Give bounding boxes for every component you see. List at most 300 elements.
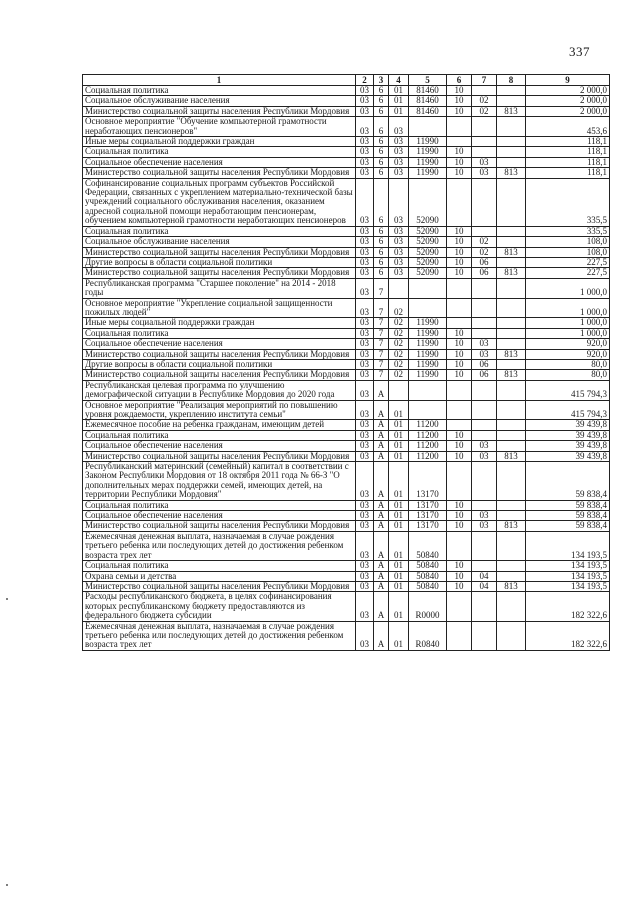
code-cell: 50840	[409, 571, 447, 581]
code-cell: 10	[447, 430, 472, 440]
code-cell	[497, 117, 526, 137]
code-cell	[497, 137, 526, 147]
table-row	[83, 430, 610, 440]
code-cell: 03	[356, 226, 374, 236]
code-cell: 11990	[409, 328, 447, 338]
code-cell: 6	[374, 237, 389, 247]
amount-cell: 134 193,5	[526, 581, 610, 591]
code-cell: 03	[356, 247, 374, 257]
amount-cell: 335,5	[526, 226, 610, 236]
code-cell: 11200	[409, 430, 447, 440]
row-name-cell: Софинансирование социальных программ субъектов Российской Федерации, связанных с укреплением материально-технической базы учреждений социального обслуживания населения, оказанием адресной социальной помощи неработающим пенсионерам, обучением компьютерной грамотности неработающих пенсионеров	[83, 178, 356, 226]
code-cell: 02	[472, 247, 497, 257]
code-cell: 03	[389, 268, 409, 278]
column-header: 1	[83, 75, 356, 86]
amount-cell: 920,0	[526, 339, 610, 349]
amount-cell: 80,0	[526, 359, 610, 369]
column-header: 4	[389, 75, 409, 86]
code-cell: 02	[389, 318, 409, 328]
code-cell: 81460	[409, 106, 447, 116]
code-cell	[447, 621, 472, 650]
code-cell: 03	[356, 521, 374, 531]
code-cell: А	[374, 592, 389, 621]
code-cell: 01	[389, 451, 409, 461]
code-cell	[447, 400, 472, 420]
table-row	[83, 571, 610, 581]
code-cell	[447, 531, 472, 560]
row-name-cell: Охрана семьи и детства	[83, 571, 356, 581]
amount-cell: 1 000,0	[526, 298, 610, 318]
code-cell	[472, 117, 497, 137]
code-cell: 03	[356, 500, 374, 510]
code-cell	[389, 278, 409, 298]
column-header: 6	[447, 75, 472, 86]
code-cell: 02	[389, 339, 409, 349]
code-cell	[447, 298, 472, 318]
table-body	[83, 86, 610, 651]
code-cell: 03	[389, 178, 409, 226]
table-row	[83, 451, 610, 461]
code-cell	[497, 178, 526, 226]
code-cell: 03	[389, 147, 409, 157]
code-cell: 03	[356, 370, 374, 380]
code-cell: 03	[389, 117, 409, 137]
code-cell	[472, 298, 497, 318]
code-cell: 52090	[409, 226, 447, 236]
row-name-cell: Министерство социальной защиты населения Республики Мордовия	[83, 106, 356, 116]
code-cell	[497, 96, 526, 106]
code-cell: 06	[472, 257, 497, 267]
amount-cell: 39 439,8	[526, 430, 610, 440]
code-cell: 03	[356, 178, 374, 226]
code-cell: 11990	[409, 157, 447, 167]
code-cell: 813	[497, 268, 526, 278]
code-cell: 03	[356, 359, 374, 369]
code-cell: 03	[356, 441, 374, 451]
code-cell: 7	[374, 298, 389, 318]
code-cell: 03	[356, 257, 374, 267]
code-cell: 01	[389, 581, 409, 591]
table-row	[83, 298, 610, 318]
code-cell: 02	[389, 359, 409, 369]
table-row	[83, 96, 610, 106]
table-row	[83, 137, 610, 147]
table-row	[83, 268, 610, 278]
amount-cell: 920,0	[526, 349, 610, 359]
row-name-cell: Министерство социальной защиты населения Республики Мордовия	[83, 581, 356, 591]
code-cell: 02	[389, 370, 409, 380]
row-name-cell: Ежемесячное пособие на ребенка гражданам, имеющим детей	[83, 420, 356, 430]
code-cell: 813	[497, 349, 526, 359]
code-cell	[497, 278, 526, 298]
table-row	[83, 147, 610, 157]
table-row	[83, 380, 610, 400]
code-cell: 50840	[409, 561, 447, 571]
row-name-cell: Министерство социальной защиты населения Республики Мордовия	[83, 451, 356, 461]
column-header: 7	[472, 75, 497, 86]
code-cell: 03	[472, 168, 497, 178]
table-row	[83, 511, 610, 521]
code-cell: 03	[356, 430, 374, 440]
amount-cell: 134 193,5	[526, 531, 610, 560]
code-cell: 6	[374, 257, 389, 267]
amount-cell: 80,0	[526, 370, 610, 380]
code-cell: А	[374, 581, 389, 591]
code-cell: 52090	[409, 178, 447, 226]
code-cell: 01	[389, 592, 409, 621]
code-cell: 10	[447, 168, 472, 178]
table-row	[83, 178, 610, 226]
table-row	[83, 521, 610, 531]
code-cell	[497, 359, 526, 369]
amount-cell: 415 794,3	[526, 400, 610, 420]
row-name-cell: Социальная политика	[83, 561, 356, 571]
row-name-cell: Основное мероприятие "Обучение компьютерной грамотности неработающих пенсионеров"	[83, 117, 356, 137]
amount-cell: 227,5	[526, 257, 610, 267]
table-row	[83, 349, 610, 359]
code-cell	[472, 462, 497, 501]
amount-cell: 39 439,8	[526, 420, 610, 430]
code-cell: А	[374, 561, 389, 571]
code-cell: 52090	[409, 237, 447, 247]
code-cell: 01	[389, 511, 409, 521]
code-cell	[447, 592, 472, 621]
table-row	[83, 157, 610, 167]
table-row	[83, 500, 610, 510]
code-cell: 11200	[409, 420, 447, 430]
row-name-cell: Министерство социальной защиты населения Республики Мордовия	[83, 349, 356, 359]
code-cell: 10	[447, 359, 472, 369]
amount-cell: 118,1	[526, 168, 610, 178]
code-cell	[447, 420, 472, 430]
amount-cell: 134 193,5	[526, 561, 610, 571]
code-cell	[497, 430, 526, 440]
code-cell: 6	[374, 247, 389, 257]
code-cell	[472, 380, 497, 400]
code-cell	[497, 511, 526, 521]
code-cell	[472, 592, 497, 621]
code-cell: 6	[374, 268, 389, 278]
code-cell: 03	[356, 621, 374, 650]
code-cell	[497, 561, 526, 571]
code-cell: 06	[472, 359, 497, 369]
row-name-cell: Ежемесячная денежная выплата, назначаемая в случае рождения третьего ребенка или последующих детей до достижения ребенком возраста трех лет	[83, 531, 356, 560]
code-cell: 03	[356, 592, 374, 621]
code-cell: 01	[389, 561, 409, 571]
code-cell	[497, 441, 526, 451]
code-cell	[497, 500, 526, 510]
amount-cell: 182 322,6	[526, 621, 610, 650]
code-cell: 03	[356, 462, 374, 501]
code-cell: 6	[374, 86, 389, 96]
code-cell	[472, 400, 497, 420]
code-cell: 03	[356, 339, 374, 349]
code-cell	[497, 531, 526, 560]
code-cell: 01	[389, 86, 409, 96]
code-cell: 10	[447, 96, 472, 106]
code-cell: 7	[374, 359, 389, 369]
code-cell: 11990	[409, 318, 447, 328]
code-cell: 81460	[409, 86, 447, 96]
code-cell: 81460	[409, 96, 447, 106]
code-cell: 03	[356, 451, 374, 461]
row-name-cell: Министерство социальной защиты населения Республики Мордовия	[83, 268, 356, 278]
amount-cell: 59 838,4	[526, 521, 610, 531]
table-row	[83, 420, 610, 430]
code-cell	[497, 237, 526, 247]
code-cell: А	[374, 531, 389, 560]
amount-cell: 118,1	[526, 157, 610, 167]
code-cell: 03	[356, 561, 374, 571]
code-cell: 03	[389, 247, 409, 257]
row-name-cell: Расходы республиканского бюджета, в целях софинансирования которых республиканскому бюджету предоставляются из федерального бюджета субсидии	[83, 592, 356, 621]
code-cell: 02	[472, 106, 497, 116]
code-cell: 10	[447, 500, 472, 510]
code-cell: 11200	[409, 451, 447, 461]
code-cell: 10	[447, 86, 472, 96]
amount-cell: 1 000,0	[526, 318, 610, 328]
code-cell: 813	[497, 168, 526, 178]
code-cell: 01	[389, 462, 409, 501]
amount-cell: 2 000,0	[526, 96, 610, 106]
scan-dot-mark	[6, 598, 8, 600]
row-name-cell: Республиканская целевая программа по улучшению демографической ситуации в Республике Мордовия до 2020 года	[83, 380, 356, 400]
table-row	[83, 257, 610, 267]
code-cell: А	[374, 430, 389, 440]
code-cell: 13170	[409, 462, 447, 501]
code-cell: 10	[447, 581, 472, 591]
code-cell	[497, 592, 526, 621]
code-cell: 6	[374, 226, 389, 236]
code-cell: 03	[356, 531, 374, 560]
row-name-cell: Министерство социальной защиты населения Республики Мордовия	[83, 521, 356, 531]
amount-cell: 2 000,0	[526, 106, 610, 116]
code-cell: 7	[374, 370, 389, 380]
row-name-cell: Социальное обеспечение населения	[83, 157, 356, 167]
code-cell: 11990	[409, 168, 447, 178]
code-cell: 01	[389, 400, 409, 420]
code-cell: 02	[389, 328, 409, 338]
row-name-cell: Республиканский материнский (семейный) капитал в соответствии с Законом Республики Мордовия от 18 октября 2011 года № 66-З "О дополнительных мерах поддержки семей, имеющих детей, на территории Республики Мордовия"	[83, 462, 356, 501]
code-cell: 03	[472, 339, 497, 349]
code-cell	[497, 420, 526, 430]
code-cell: 52090	[409, 268, 447, 278]
code-cell: 03	[356, 400, 374, 420]
code-cell	[447, 278, 472, 298]
code-cell: 01	[389, 96, 409, 106]
table-header-row	[83, 75, 610, 86]
code-cell	[497, 298, 526, 318]
row-name-cell: Основное мероприятие "Укрепление социальной защищенности пожилых людей"	[83, 298, 356, 318]
amount-cell: 59 838,4	[526, 511, 610, 521]
code-cell: 03	[356, 420, 374, 430]
amount-cell: 335,5	[526, 178, 610, 226]
code-cell: 11990	[409, 349, 447, 359]
code-cell	[497, 147, 526, 157]
code-cell: 03	[356, 237, 374, 247]
code-cell	[447, 137, 472, 147]
code-cell	[472, 621, 497, 650]
code-cell: 50840	[409, 531, 447, 560]
code-cell: А	[374, 441, 389, 451]
code-cell: 10	[447, 441, 472, 451]
code-cell: 03	[356, 581, 374, 591]
code-cell: 10	[447, 561, 472, 571]
code-cell: 03	[356, 349, 374, 359]
code-cell: 03	[356, 117, 374, 137]
table-row	[83, 278, 610, 298]
code-cell: 813	[497, 106, 526, 116]
code-cell: А	[374, 380, 389, 400]
amount-cell: 182 322,6	[526, 592, 610, 621]
code-cell: 04	[472, 581, 497, 591]
code-cell: 11990	[409, 339, 447, 349]
row-name-cell: Социальная политика	[83, 226, 356, 236]
code-cell: 6	[374, 137, 389, 147]
code-cell: 10	[447, 571, 472, 581]
amount-cell: 415 794,3	[526, 380, 610, 400]
code-cell: 03	[472, 441, 497, 451]
code-cell	[447, 462, 472, 501]
code-cell: 01	[389, 500, 409, 510]
row-name-cell: Основное мероприятие "Реализация мероприятий по повышению уровня рождаемости, укреплению института семьи"	[83, 400, 356, 420]
code-cell: 10	[447, 451, 472, 461]
budget-table	[82, 74, 610, 651]
code-cell: 10	[447, 247, 472, 257]
code-cell: 10	[447, 147, 472, 157]
code-cell: 10	[447, 157, 472, 167]
code-cell: 7	[374, 318, 389, 328]
code-cell: 813	[497, 581, 526, 591]
code-cell: 6	[374, 106, 389, 116]
amount-cell: 39 439,8	[526, 451, 610, 461]
table-row	[83, 359, 610, 369]
code-cell	[409, 298, 447, 318]
code-cell	[497, 571, 526, 581]
table-row	[83, 339, 610, 349]
code-cell: 03	[356, 298, 374, 318]
code-cell: 13170	[409, 511, 447, 521]
code-cell	[497, 328, 526, 338]
table-row	[83, 226, 610, 236]
row-name-cell: Министерство социальной защиты населения Республики Мордовия	[83, 247, 356, 257]
code-cell: 10	[447, 237, 472, 247]
code-cell	[497, 318, 526, 328]
amount-cell: 118,1	[526, 147, 610, 157]
code-cell: 6	[374, 178, 389, 226]
code-cell: 03	[356, 278, 374, 298]
code-cell	[389, 380, 409, 400]
code-cell: 6	[374, 117, 389, 137]
code-cell	[497, 400, 526, 420]
table-row	[83, 106, 610, 116]
code-cell: 02	[389, 349, 409, 359]
code-cell	[497, 226, 526, 236]
table-row	[83, 592, 610, 621]
code-cell	[447, 178, 472, 226]
code-cell: А	[374, 621, 389, 650]
column-header: 9	[526, 75, 610, 86]
table-row	[83, 168, 610, 178]
table-row	[83, 86, 610, 96]
code-cell: 03	[389, 257, 409, 267]
amount-cell: 134 193,5	[526, 571, 610, 581]
amount-cell: 453,6	[526, 117, 610, 137]
code-cell: 03	[389, 168, 409, 178]
row-name-cell: Социальное обеспечение населения	[83, 441, 356, 451]
code-cell: 01	[389, 420, 409, 430]
code-cell	[472, 561, 497, 571]
code-cell: 11990	[409, 137, 447, 147]
code-cell: 02	[472, 96, 497, 106]
code-cell	[472, 147, 497, 157]
code-cell: 03	[356, 571, 374, 581]
code-cell: 03	[389, 157, 409, 167]
code-cell: 10	[447, 328, 472, 338]
code-cell: 01	[389, 106, 409, 116]
code-cell: 06	[472, 268, 497, 278]
amount-cell: 108,0	[526, 247, 610, 257]
code-cell: 01	[389, 621, 409, 650]
amount-cell: 39 439,8	[526, 441, 610, 451]
code-cell: 10	[447, 339, 472, 349]
code-cell: А	[374, 462, 389, 501]
code-cell: 813	[497, 521, 526, 531]
code-cell: 10	[447, 521, 472, 531]
amount-cell: 118,1	[526, 137, 610, 147]
code-cell: 52090	[409, 247, 447, 257]
table-row	[83, 370, 610, 380]
code-cell	[472, 318, 497, 328]
table-row	[83, 581, 610, 591]
table-row	[83, 247, 610, 257]
amount-cell: 227,5	[526, 268, 610, 278]
code-cell	[497, 257, 526, 267]
amount-cell: 59 838,4	[526, 500, 610, 510]
code-cell: 813	[497, 370, 526, 380]
code-cell	[409, 400, 447, 420]
code-cell: 01	[389, 531, 409, 560]
code-cell: 813	[497, 451, 526, 461]
code-cell: 03	[389, 237, 409, 247]
code-cell: 10	[447, 106, 472, 116]
table-row	[83, 400, 610, 420]
code-cell: А	[374, 500, 389, 510]
table-row	[83, 318, 610, 328]
row-name-cell: Министерство социальной защиты населения Республики Мордовия	[83, 168, 356, 178]
code-cell	[497, 339, 526, 349]
table-row	[83, 621, 610, 650]
code-cell	[497, 157, 526, 167]
code-cell: 03	[356, 86, 374, 96]
code-cell: 10	[447, 511, 472, 521]
code-cell: 03	[472, 157, 497, 167]
code-cell: 03	[472, 521, 497, 531]
code-cell: 11990	[409, 359, 447, 369]
code-cell	[472, 328, 497, 338]
table-row	[83, 531, 610, 560]
code-cell: 11990	[409, 147, 447, 157]
code-cell: 06	[472, 370, 497, 380]
row-name-cell: Социальная политика	[83, 430, 356, 440]
code-cell: R0840	[409, 621, 447, 650]
row-name-cell: Ежемесячная денежная выплата, назначаемая в случае рождения третьего ребенка или последующих детей до достижения ребенком возраста трех лет	[83, 621, 356, 650]
code-cell: 03	[356, 380, 374, 400]
row-name-cell: Министерство социальной защиты населения Республики Мордовия	[83, 370, 356, 380]
code-cell: 03	[472, 349, 497, 359]
code-cell: А	[374, 400, 389, 420]
code-cell: 03	[389, 137, 409, 147]
